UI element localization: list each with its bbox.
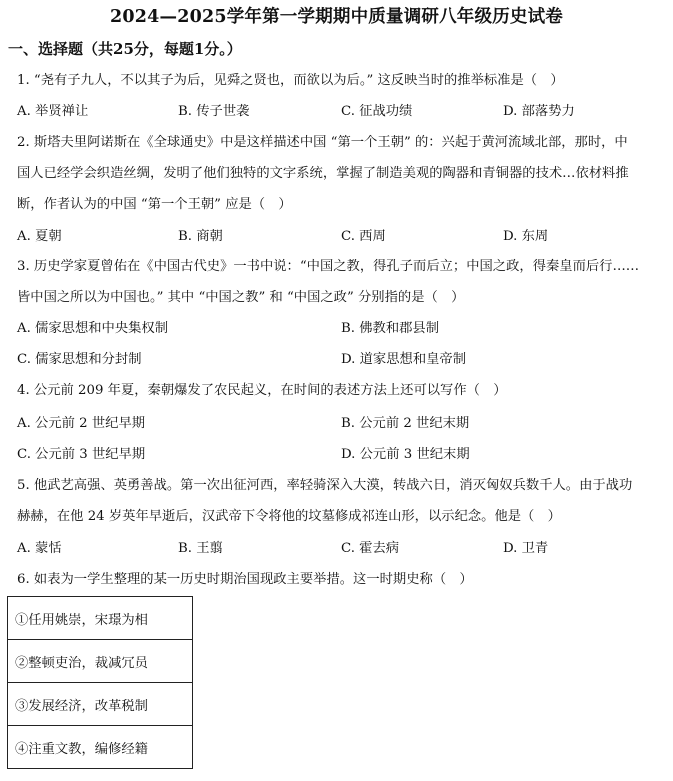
q1-option-b[interactable]: B. 传子世袭 <box>178 104 250 119</box>
table-row <box>8 726 193 769</box>
question-5-stem-line-1: 5. 他武艺高强、英勇善战。第一次出征河西，率轻骑深入大漠，转战六日，消灭匈奴兵数千人。由于战功 <box>17 478 633 493</box>
question-3-stem-line-2: 皆中国之所以为中国也。” 其中 “中国之教” 和 “中国之政” 分别指的是（ ） <box>17 290 465 305</box>
exam-title: 2024—2025学年第一学期期中质量调研八年级历史试卷 <box>109 7 563 27</box>
question-1-stem: 1. “尧有子九人，不以其子为后，见舜之贤也，而欲以为后。” 这反映当时的推举标准是（ ） <box>17 73 564 88</box>
q3-option-d[interactable]: D. 道家思想和皇帝制 <box>341 352 467 367</box>
q5-option-d[interactable]: D. 卫青 <box>503 541 549 556</box>
measures-table <box>7 596 193 769</box>
q4-option-d[interactable]: D. 公元前 3 世纪末期 <box>341 447 470 462</box>
q3-option-a[interactable]: A. 儒家思想和中央集权制 <box>17 321 169 336</box>
table-row <box>8 640 193 683</box>
q5-option-a[interactable]: A. 蒙恬 <box>17 541 62 556</box>
q1-option-a[interactable]: A. 举贤禅让 <box>17 104 89 119</box>
question-2-stem-line-3: 断，作者认为的中国 “第一个王朝” 应是（ ） <box>17 197 292 212</box>
question-2-stem-line-1: 2. 斯塔夫里阿诺斯在《全球通史》中是这样描述中国 “第一个王朝” 的：兴起于黄河流域北部，那时，中 <box>17 135 628 150</box>
table-cell: ②整顿吏治，裁减冗员 <box>8 640 193 683</box>
q1-option-c[interactable]: C. 征战功绩 <box>341 104 413 119</box>
q4-option-a[interactable]: A. 公元前 2 世纪早期 <box>17 416 146 431</box>
q2-option-d[interactable]: D. 东周 <box>503 229 549 244</box>
question-2-stem-line-2: 国人已经学会织造丝绸，发明了他们独特的文字系统，掌握了制造美观的陶器和青铜器的技术…依材料推 <box>17 166 629 181</box>
q3-option-b[interactable]: B. 佛教和郡县制 <box>341 321 440 336</box>
question-3-stem-line-1: 3. 历史学家夏曾佑在《中国古代史》一书中说：“中国之教，得孔子而后立；中国之政，得秦皇而后行…… <box>17 259 640 274</box>
question-6-stem: 6. 如表为一学生整理的某一历史时期治国现政主要举措。这一时期史称（ ） <box>17 572 473 587</box>
q2-option-b[interactable]: B. 商朝 <box>178 229 223 244</box>
q2-option-c[interactable]: C. 西周 <box>341 229 386 244</box>
q1-option-d[interactable]: D. 部落势力 <box>503 104 575 119</box>
q3-option-c[interactable]: C. 儒家思想和分封制 <box>17 352 142 367</box>
table-cell: ④注重文教，编修经籍 <box>8 726 193 769</box>
table-cell: ③发展经济，改革税制 <box>8 683 193 726</box>
q5-option-c[interactable]: C. 霍去病 <box>341 541 400 556</box>
table-row <box>8 683 193 726</box>
question-5-stem-line-2: 赫赫，在他 24 岁英年早逝后，汉武帝下令将他的坟墓修成祁连山形，以示纪念。他是（ ） <box>17 509 561 524</box>
q5-option-b[interactable]: B. 王翦 <box>178 541 223 556</box>
q4-option-c[interactable]: C. 公元前 3 世纪早期 <box>17 447 146 462</box>
question-4-stem: 4. 公元前 209 年夏，秦朝爆发了农民起义，在时间的表述方法上还可以写作（ ） <box>17 383 507 398</box>
section-heading: 一、选择题（共25分，每题1分。） <box>8 40 242 58</box>
q4-option-b[interactable]: B. 公元前 2 世纪末期 <box>341 416 470 431</box>
table-cell: ①任用姚崇，宋璟为相 <box>8 597 193 640</box>
table-row <box>8 597 193 640</box>
q2-option-a[interactable]: A. 夏朝 <box>17 229 62 244</box>
